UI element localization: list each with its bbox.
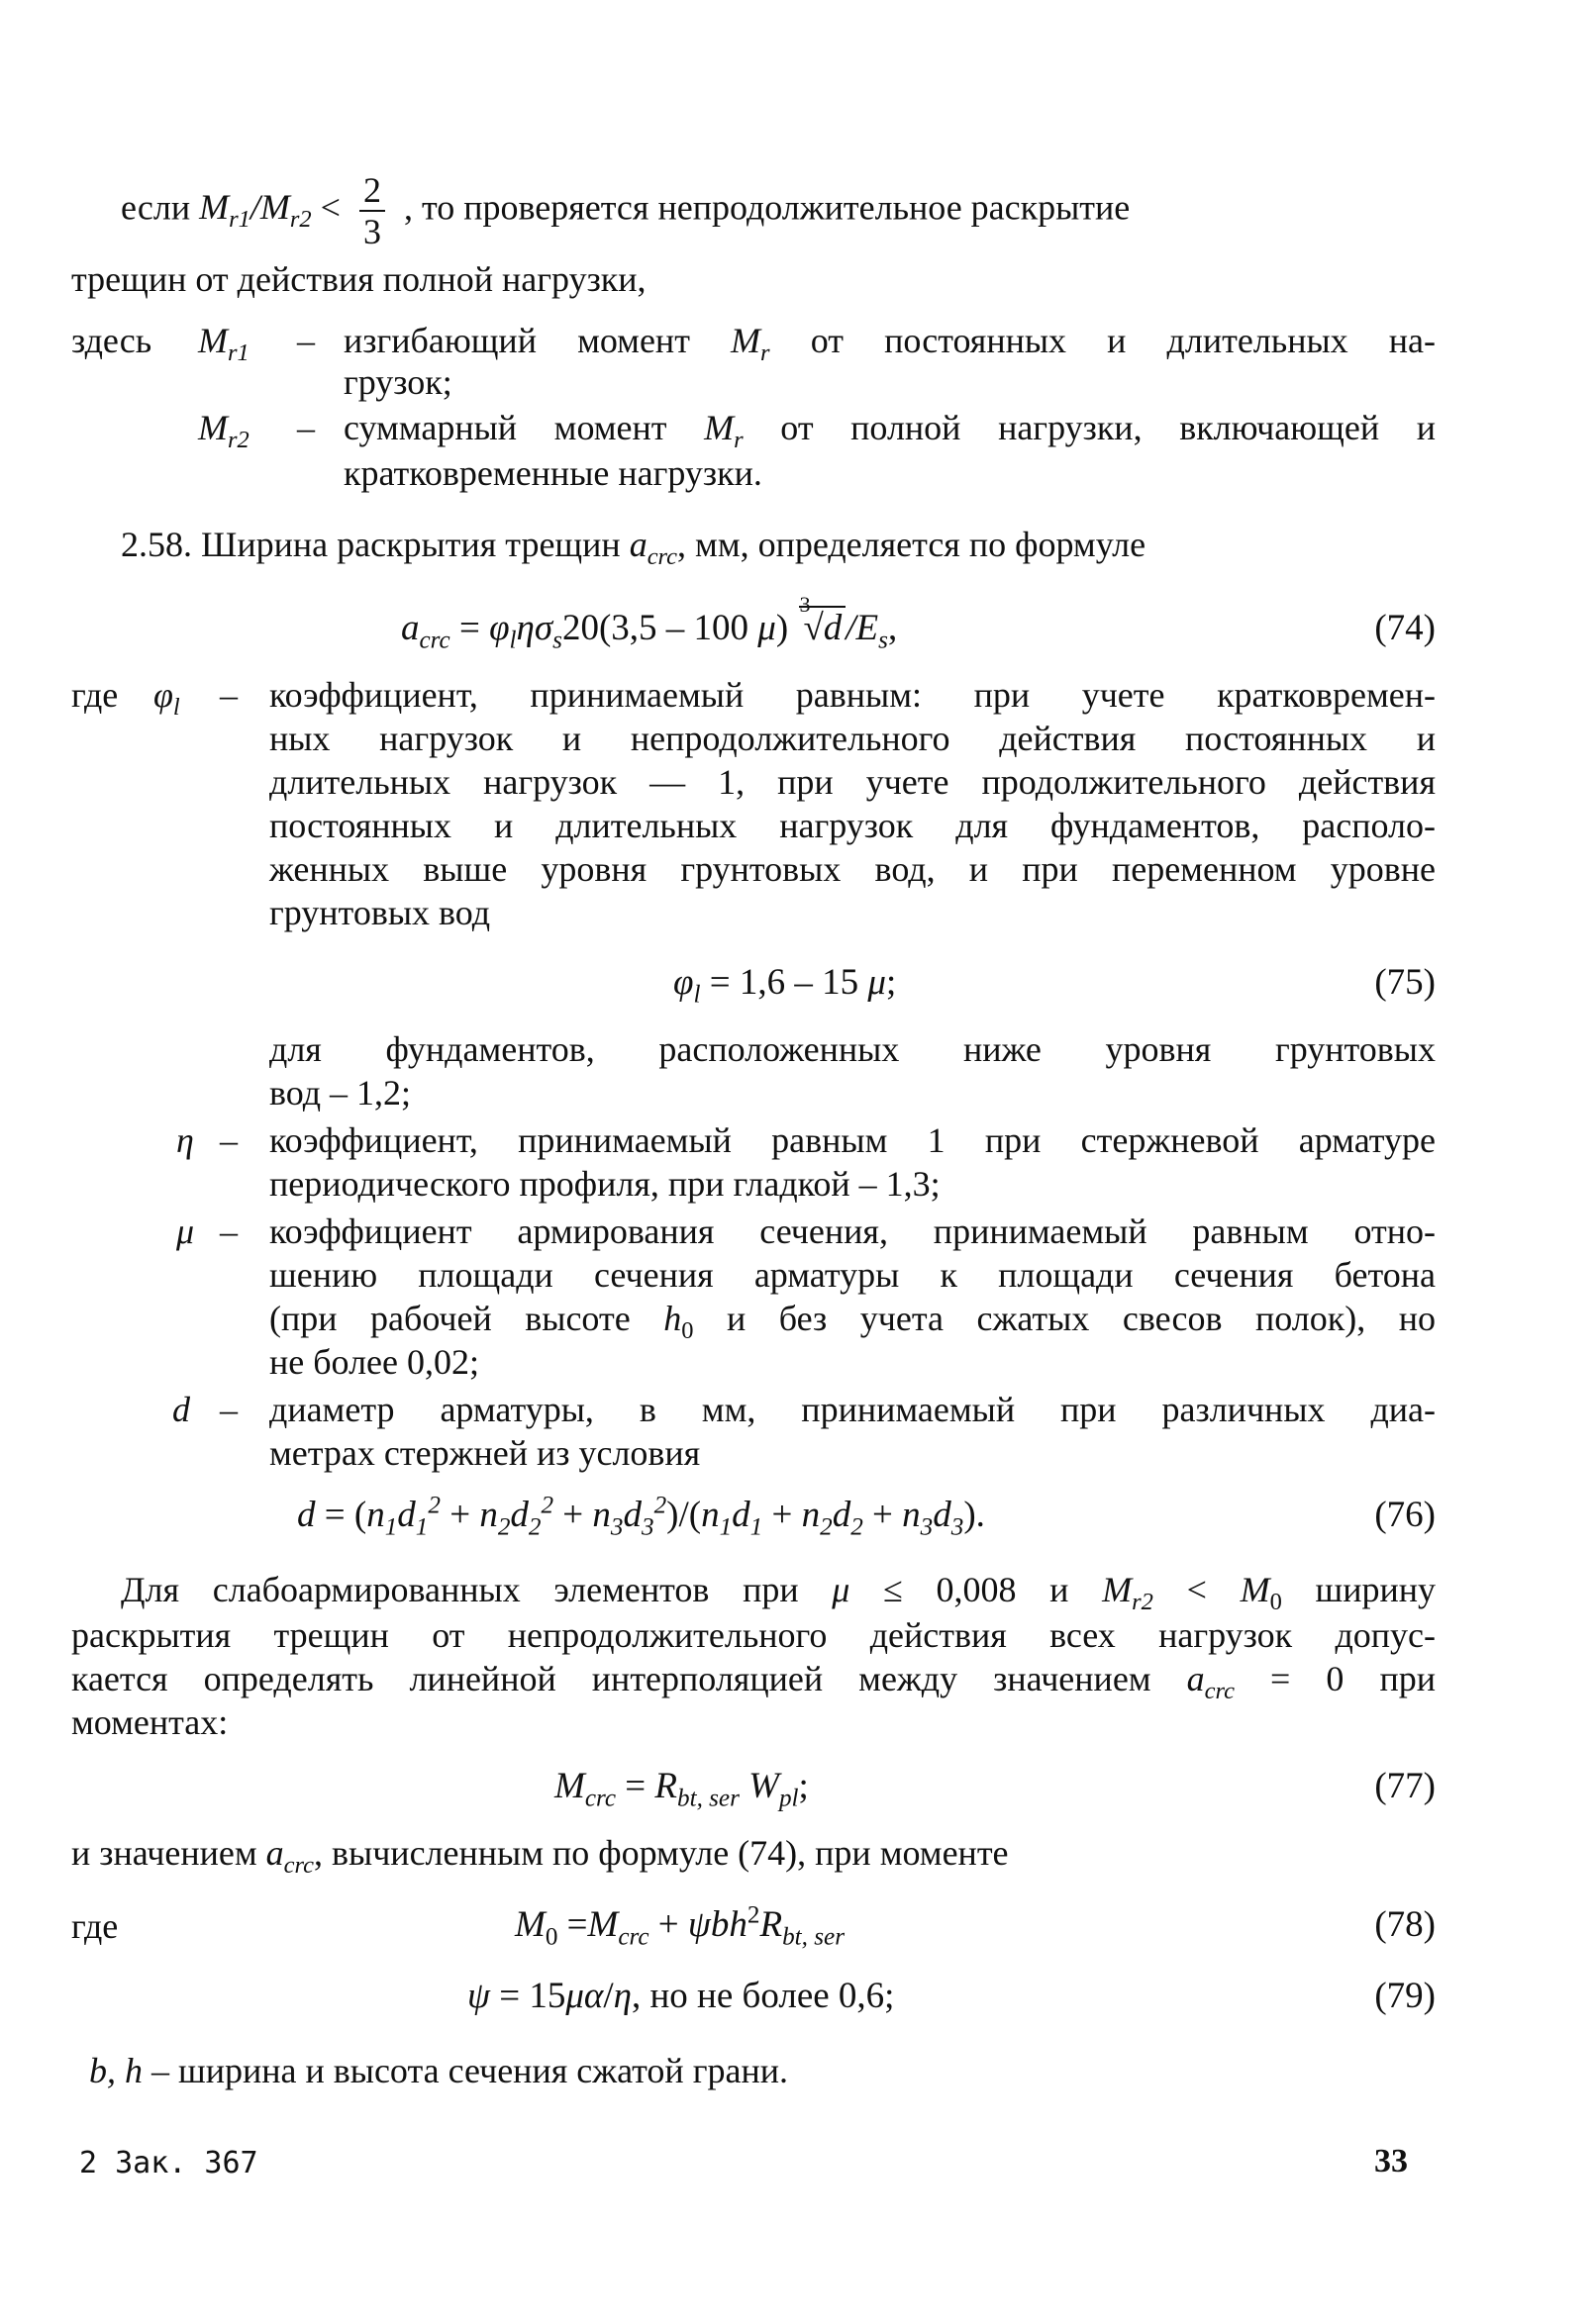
equation-number-77: (77) (1374, 1766, 1436, 1806)
definition-phi-line: постоянных и длительных нагрузок для фундаментов, располо- (269, 806, 1436, 845)
equation-number-76: (76) (1374, 1495, 1436, 1535)
symbol-eta: η (176, 1120, 194, 1160)
text-line: грузок; (344, 362, 452, 402)
equation-number-74: (74) (1374, 608, 1436, 648)
footer-order-number: 2 Зак. 367 (79, 2146, 258, 2180)
page-number: 33 (1374, 2143, 1408, 2179)
dash: – (220, 675, 238, 715)
definition-eta-line: коэффициент, принимаемый равным 1 при стержневой арматуре (269, 1120, 1436, 1160)
definition-mr2: суммарный момент $M_r$ от полной нагрузки, включающей и (344, 408, 1436, 454)
formula-78: $M_0 =M_{crc} + \psi bh^2R_{bt, ser}$ (515, 1901, 845, 1951)
label-gde: где (71, 1906, 119, 1946)
label-gde: где (71, 675, 119, 715)
formula-75: $\varphi_l = 1,6 - 15$ μ; (673, 962, 897, 1009)
dash: – (297, 321, 315, 360)
definition-eta-line: периодического профиля, при гладкой – 1,3; (269, 1164, 941, 1204)
symbol-mr2: $M_{r2}$ (198, 408, 249, 454)
text-line: раскрытия трещин от непродолжительного действия всех нагрузок допус- (71, 1615, 1436, 1655)
text-line: для фундаментов, расположенных ниже уровня грунтовых (269, 1029, 1436, 1069)
dash: – (220, 1120, 238, 1160)
equation-number-78: (78) (1374, 1904, 1436, 1945)
symbol-mu: μ (176, 1211, 195, 1251)
formula-79: ψ = 15μα/η, но не более 0,6; (467, 1976, 895, 2016)
definition-mu-line: не более 0,02; (269, 1342, 480, 1382)
definition-mr1: изгибающий момент $M_r$ от постоянных и длительных на- (344, 321, 1436, 367)
section-2-58-heading: 2.58. Ширина раскрытия трещин $a_{crc}$, мм, определяется по формуле (121, 525, 1146, 571)
definition-phi-line: ных нагрузок и непродолжительного действия постоянных и (269, 719, 1436, 758)
definition-phi-line: длительных нагрузок — 1, при учете продолжительного действия (269, 762, 1436, 802)
formula-76: $d = (n_1d_1^2 + n_2d_2^2 + n_3d_3^2)/(n_1d_1 + n_2d_2 + n_3d_3)$. (297, 1492, 985, 1541)
definition-phi-line: грунтовых вод (269, 893, 491, 932)
dash: – (297, 408, 315, 447)
text-line: Для слабоармированных элементов при μ ≤ 0,008 и $M_{r2} < M_0$ ширину (121, 1570, 1436, 1616)
text-line: трещин от действия полной нагрузки, (71, 259, 647, 299)
definition-phi-line: коэффициент, принимаемый равным: при учете кратковремен- (269, 675, 1436, 715)
dash: – (220, 1390, 238, 1429)
dash: – (220, 1211, 238, 1251)
formula-74: $a_{crc} = \varphi_l\eta\sigma_s20(3,5 - 100$ μ) 3 √d $/E_s$, (401, 592, 898, 654)
definition-d-line: метрах стержней из условия (269, 1433, 701, 1473)
equation-number-75: (75) (1374, 962, 1436, 1003)
text-line: вод – 1,2; (269, 1073, 412, 1113)
symbol-d: d (172, 1390, 190, 1429)
text-line: b, h – ширина и высота сечения сжатой грани. (89, 2051, 788, 2090)
definition-mu-line: (при рабочей высоте $h_0$ и без учета сжатых свесов полок), но (269, 1299, 1436, 1345)
definition-phi-line: женных выше уровня грунтовых вод, и при переменном уровне (269, 849, 1436, 889)
symbol-phi-l: $\varphi_l$ (153, 675, 180, 722)
condition-line: если $M_{r1}/M_{r2}$ < $\frac{2}{3}$ , то проверяется непродолжительное раскрытие (121, 170, 1131, 251)
text-line: кается определять линейной интерполяцией между значением $a_{crc} = 0$ при (71, 1659, 1436, 1705)
symbol-mr1: $M_{r1}$ (198, 321, 249, 367)
text-line: и значением $a_{crc}$, вычисленным по формуле (74), при моменте (71, 1833, 1009, 1880)
text-line: кратковременные нагрузки. (344, 453, 762, 493)
formula-77: $M_{crc} = R_{bt, ser}$ $W_{pl}$; (554, 1766, 809, 1812)
definition-mu-line: коэффициент армирования сечения, принимаемый равным отно- (269, 1211, 1436, 1251)
fraction-two-thirds: $\frac{2}{3}$ (359, 170, 385, 251)
definition-mu-line: шению площади сечения арматуры к площади сечения бетона (269, 1255, 1436, 1295)
label-zdes: здесь (71, 321, 152, 360)
equation-number-79: (79) (1374, 1976, 1436, 2016)
text-line: моментах: (71, 1702, 229, 1742)
definition-d-line: диаметр арматуры, в мм, принимаемый при различных диа- (269, 1390, 1436, 1429)
